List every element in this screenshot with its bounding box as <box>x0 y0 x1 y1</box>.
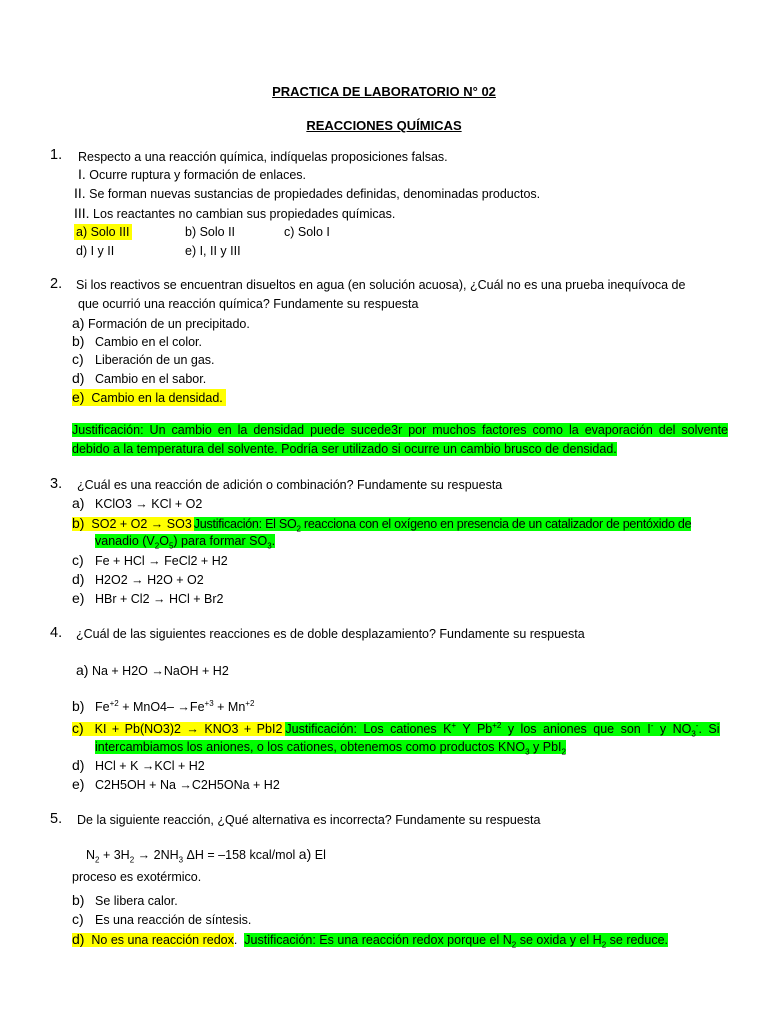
q4-option-a: a) Na + H2O →NaOH + H2 <box>76 662 229 678</box>
q3-option-a: KClO3 → KCl + O2 <box>95 497 203 511</box>
q2-label-d: d) <box>72 370 85 386</box>
q3-number: 3. <box>50 476 63 492</box>
q5-option-b: Se libera calor. <box>95 894 178 908</box>
q5-label-c: c) <box>72 911 84 927</box>
q1-text: Respecto a una reacción química, indíquelas proposiciones falsas. <box>78 150 448 164</box>
q4-number: 4. <box>50 625 63 641</box>
q5-option-c: Es una reacción de síntesis. <box>95 913 252 927</box>
q5-option-d: d) No es una reacción redox. Justificación: Es una reacción redox porque el $N_2$ se oxida y el $H_2$ se reduce. <box>72 931 669 950</box>
q1-prop-2: II. Se forman nuevas sustancias de propiedades definidas, denominadas productos. <box>74 185 541 201</box>
q2-option-b: Cambio en el color. <box>95 335 203 349</box>
q3-label-a: a) <box>72 495 85 511</box>
page-title: PRACTICA DE LABORATORIO N° 02 <box>272 84 496 99</box>
q2-option-c: Liberación de un gas. <box>95 353 215 367</box>
q3-text: ¿Cuál es una reacción de adición o combinación? Fundamente su respuesta <box>77 478 503 492</box>
q4-label-b: b) <box>72 698 85 714</box>
q5-text: De la siguiente reacción, ¿Qué alternativa es incorrecta? Fundamente su respuesta <box>77 813 541 827</box>
q4-label-d: d) <box>72 757 85 773</box>
q2-number: 2. <box>50 276 63 292</box>
q2-label-c: c) <box>72 351 84 367</box>
q2-label-b: b) <box>72 333 85 349</box>
q3-option-e: HBr + Cl2 → HCl + Br2 <box>95 592 224 606</box>
q2-text-line2: que ocurrió una reacción química? Fundamente su respuesta <box>78 297 419 311</box>
q4-option-b: $Fe^{+2} + MnO4- \to Fe^{+3} + Mn^{+2}$ <box>95 698 255 714</box>
q1-prop-1: I. Ocurre ruptura y formación de enlaces. <box>78 166 307 182</box>
q4-option-e: C2H5OH + Na →C2H5ONa + H2 <box>95 778 280 792</box>
q5-option-a-cont: proceso es exotérmico. <box>72 870 202 884</box>
q1-option-e: e) I, II y III <box>185 244 241 258</box>
q2-option-d: Cambio en el sabor. <box>95 372 207 386</box>
q2-text-line1: Si los reactivos se encuentran disueltos en agua (en solución acuosa), ¿Cuál no es una prueba inequívoca de <box>76 278 686 292</box>
q4-label-e: e) <box>72 776 85 792</box>
q4-justification-cont: intercambiamos los aniones, o los cationes, obtenemos como productos $KNO_3$ y PbI$_2$ <box>95 740 566 757</box>
q3-justification-cont: vanadio $(V_2O_5)$ para formar $SO_3$. <box>95 534 276 551</box>
q2-option-e: e) Cambio en la densidad. <box>72 389 226 406</box>
q5-number: 5. <box>50 811 63 827</box>
q5-label-b: b) <box>72 892 85 908</box>
q3-option-b: b) SO2 + O2 → SO3 Justificación: El $SO_2$ reacciona con el oxígeno en presencia de un catalizador de pentóxido de <box>72 515 692 534</box>
q1-option-c: c) Solo I <box>284 225 330 239</box>
q1-option-b: b) Solo II <box>185 225 236 239</box>
q3-option-d: H2O2 → H2O + O2 <box>95 573 204 587</box>
q5-equation: $N_2 + 3H_2 \to 2NH_3$ ΔH = –158 kcal/mol a) El <box>86 846 326 865</box>
q4-text: ¿Cuál de las siguientes reacciones es de doble desplazamiento? Fundamente su respuesta <box>76 627 585 641</box>
q1-option-a: a) Solo III <box>76 225 130 239</box>
page-subtitle: REACCIONES QUÍMICAS <box>306 118 462 133</box>
q4-option-d: HCl + K →KCl + H2 <box>95 759 205 773</box>
q3-option-c: Fe + HCl → FeCl2 + H2 <box>95 554 228 568</box>
q1-prop-3: III. Los reactantes no cambian sus propiedades químicas. <box>74 205 396 221</box>
q3-label-e: e) <box>72 590 85 606</box>
q1-number: 1. <box>50 147 63 163</box>
q3-label-c: c) <box>72 552 84 568</box>
q3-label-d: d) <box>72 571 85 587</box>
q1-option-d: d) I y II <box>76 244 115 258</box>
q2-option-a: a) Formación de un precipitado. <box>72 315 250 331</box>
q4-option-c: c) KI + Pb(NO3)2 → KNO3 + PbI2 Justificación: Los cationes K+ Y $Pb^{+2}$ y los aniones que son I- y $NO_3^-$. Si <box>72 720 720 739</box>
q2-justification: Justificación: Un cambio en la densidad puede sucede3r por muchos factores como la evaporación del solvente debido a la temperatura del solvente. Podría ser utilizado si ocurre un cambio brusco de densidad. <box>72 423 728 456</box>
